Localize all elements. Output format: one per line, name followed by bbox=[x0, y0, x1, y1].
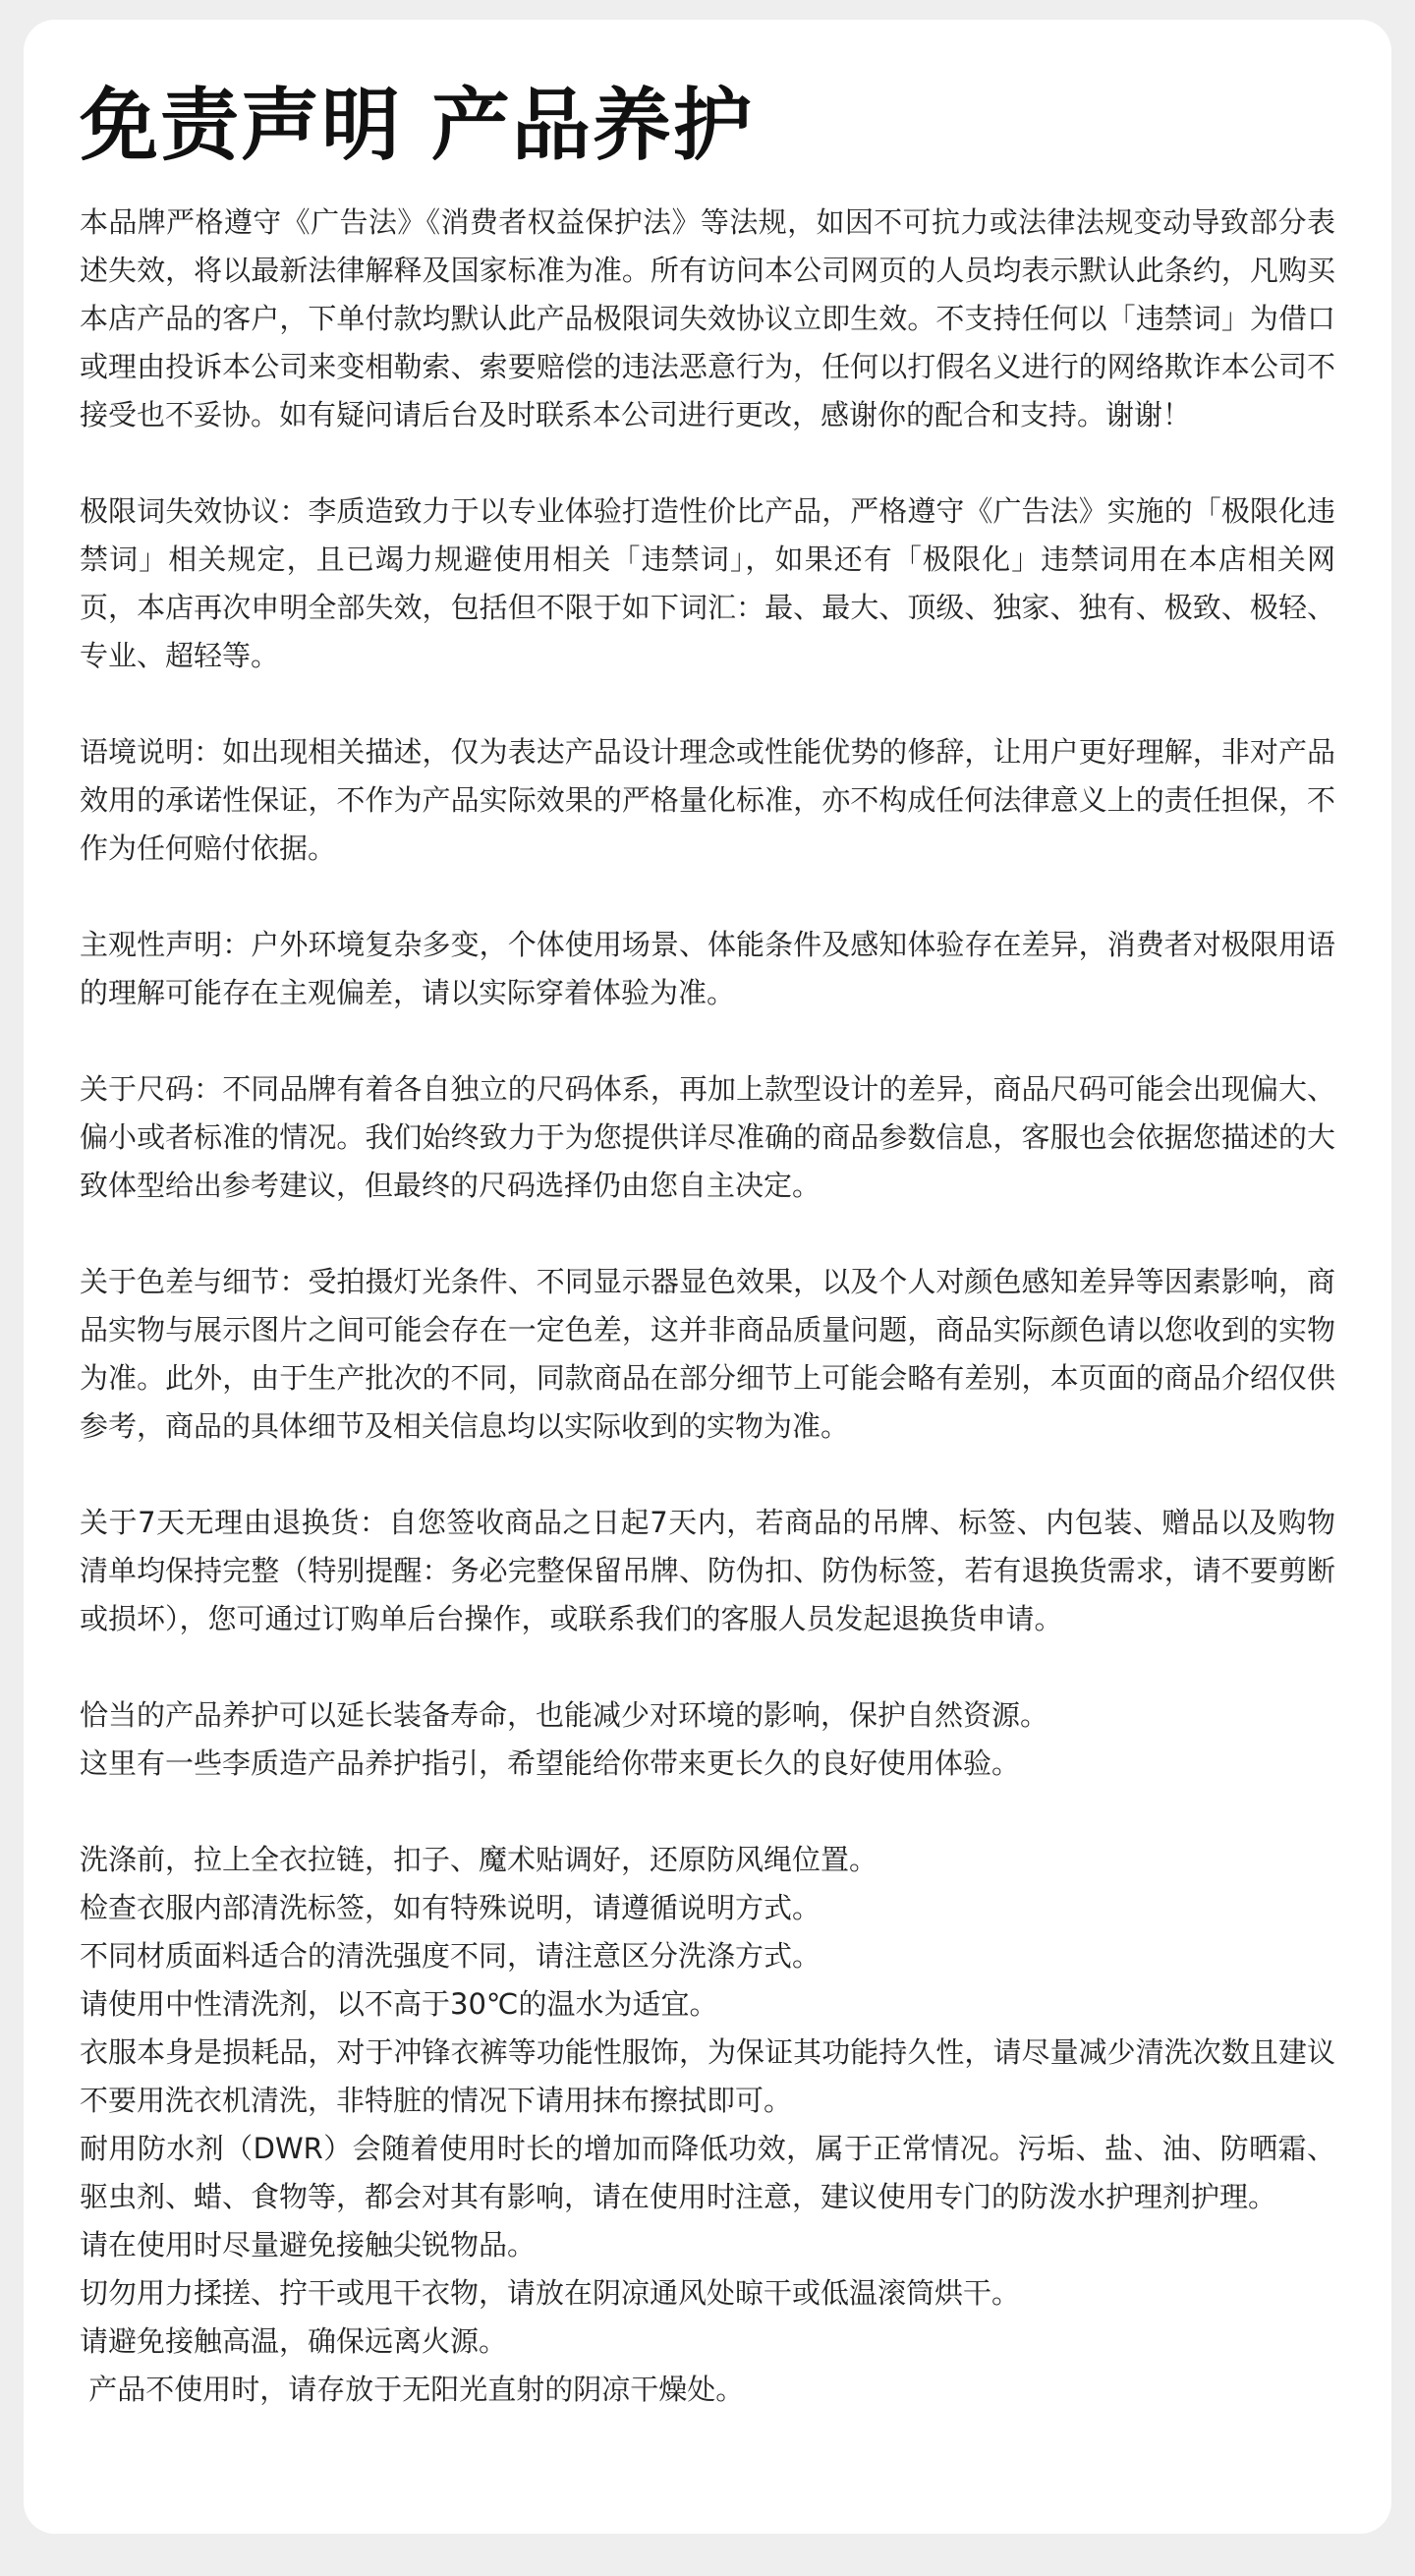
care-item: 衣服本身是损耗品，对于冲锋衣裤等功能性服饰，为保证其功能持久性，请尽量减少清洗次数且建议不要用洗衣机清洗，非特脏的情况下请用抹布擦拭即可。 bbox=[80, 2035, 1335, 2117]
color-detail-paragraph: 关于色差与细节：受拍摄灯光条件、不同显示器显色效果，以及个人对颜色感知差异等因素影响，商品实物与展示图片之间可能会存在一定色差，这并非商品质量问题，商品实际颜色请以您收到的实物为准。此外，由于生产批次的不同，同款商品在部分细节上可能会略有差别，本页面的商品介绍仅供参考，商品的具体细节及相关信息均以实际收到的实物为准。 bbox=[80, 1265, 1335, 1443]
return-policy-paragraph: 关于7天无理由退换货：自您签收商品之日起7天内，若商品的吊牌、标签、内包装、赠品以及购物清单均保持完整（特别提醒：务必完整保留吊牌、防伪扣、防伪标签，若有退换货需求，请不要剪断或损坏），您可通过订购单后台操作，或联系我们的客服人员发起退换货申请。 bbox=[80, 1506, 1335, 1635]
care-item: 请避免接触高温，确保远离火源。 bbox=[80, 2324, 508, 2358]
care-item: 产品不使用时，请存放于无阳光直射的阴凉干燥处。 bbox=[80, 2373, 745, 2406]
care-item: 请在使用时尽量避免接触尖锐物品。 bbox=[80, 2228, 537, 2261]
size-paragraph: 关于尺码：不同品牌有着各自独立的尺码体系，再加上款型设计的差异，商品尺码可能会出现偏大、偏小或者标准的情况。我们始终致力于为您提供详尽准确的商品参数信息，客服也会依据您描述的大致体型给出参考建议，但最终的尺码选择仍由您自主决定。 bbox=[80, 1072, 1335, 1202]
care-item: 洗涤前，拉上全衣拉链，扣子、魔术贴调好，还原防风绳位置。 bbox=[80, 1843, 878, 1876]
care-item: 耐用防水剂（DWR）会随着使用时长的增加而降低功效，属于正常情况。污垢、盐、油、防晒霜、驱虫剂、蜡、食物等，都会对其有影响，请在使用时注意，建议使用专门的防泼水护理剂护理。 bbox=[80, 2132, 1335, 2213]
context-paragraph: 语境说明：如出现相关描述，仅为表达产品设计理念或性能优势的修辞，让用户更好理解，非对产品效用的承诺性保证，不作为产品实际效果的严格量化标准，亦不构成任何法律意义上的责任担保，不作为任何赔付依据。 bbox=[80, 735, 1335, 865]
care-item: 不同材质面料适合的清洗强度不同，请注意区分洗涤方式。 bbox=[80, 1939, 821, 1973]
care-instructions-list bbox=[80, 1836, 1335, 2414]
care-item: 请使用中性清洗剂，以不高于30℃的温水为适宜。 bbox=[80, 1987, 718, 2021]
content-card bbox=[24, 20, 1391, 2534]
document-body bbox=[80, 199, 1335, 2414]
care-item: 切勿用力揉搓、拧干或甩干衣物，请放在阴凉通风处晾干或低温滚筒烘干。 bbox=[80, 2276, 1021, 2310]
disclaimer-paragraph: 本品牌严格遵守《广告法》《消费者权益保护法》等法规，如因不可抗力或法律法规变动导致部分表述失效，将以最新法律解释及国家标准为准。所有访问本公司网页的人员均表示默认此条约，凡购买本店产品的客户，下单付款均默认此产品极限词失效协议立即生效。不支持任何以「违禁词」为借口或理由投诉本公司来变相勒索、索要赔偿的违法恶意行为，任何以打假名义进行的网络欺诈本公司不接受也不妥协。如有疑问请后台及时联系本公司进行更改，感谢你的配合和支持。谢谢！ bbox=[80, 205, 1335, 431]
extreme-words-paragraph: 极限词失效协议：李质造致力于以专业体验打造性价比产品，严格遵守《广告法》实施的「极限化违禁词」相关规定，且已竭力规避使用相关「违禁词」，如果还有「极限化」违禁词用在本店相关网页，本店再次申明全部失效，包括但不限于如下词汇：最、最大、顶级、独家、独有、极致、极轻、专业、超轻等。 bbox=[80, 494, 1335, 672]
care-intro-line: 恰当的产品养护可以延长装备寿命，也能减少对环境的影响，保护自然资源。 bbox=[80, 1698, 1049, 1732]
care-item: 检查衣服内部清洗标签，如有特殊说明，请遵循说明方式。 bbox=[80, 1891, 821, 1924]
page-title: 免责声明 产品养护 bbox=[80, 80, 754, 171]
care-intro-line: 这里有一些李质造产品养护指引，希望能给你带来更长久的良好使用体验。 bbox=[80, 1746, 1021, 1780]
subjectivity-paragraph: 主观性声明：户外环境复杂多变，个体使用场景、体能条件及感知体验存在差异，消费者对极限用语的理解可能存在主观偏差，请以实际穿着体验为准。 bbox=[80, 928, 1335, 1009]
